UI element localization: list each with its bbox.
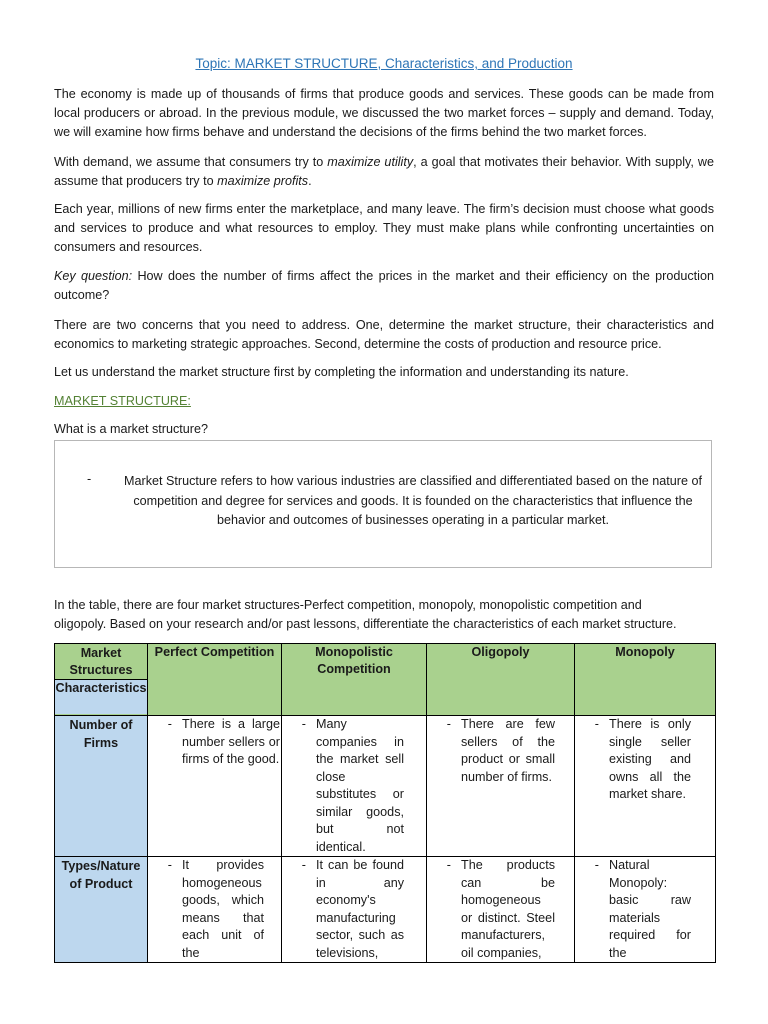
- bullet-dash: -: [594, 717, 599, 731]
- bullet-dash: -: [301, 858, 306, 872]
- cell-text: There are few sellers of the product or small number of firms.: [461, 717, 555, 784]
- bullet-dash: -: [301, 717, 306, 731]
- text-run: .: [308, 174, 312, 188]
- key-question-label: Key question:: [54, 269, 133, 283]
- bullet-dash: -: [167, 858, 172, 872]
- text-run: , a goal that motivates their behavior. With supply, we assume that producers try to: [54, 155, 714, 188]
- table-cell: [148, 716, 282, 857]
- table-cell: [427, 857, 575, 963]
- bullet-dash: -: [446, 717, 451, 731]
- answer-text: Market Structure refers to how various industries are classified and differentiated based on the nature of competition and degree for services and goods. It is founded on the characteristics that influence the behavior and outcomes of businesses operating in a particular market.: [124, 474, 702, 527]
- key-question-paragraph: [54, 267, 714, 305]
- cell-text: It can be found in any economy's manufacturing sector, such as televisions,: [316, 858, 404, 960]
- bullet-dash: -: [594, 858, 599, 872]
- page-title: Topic: MARKET STRUCTURE, Characteristics, and Production: [195, 56, 573, 71]
- column-header-monopoly: Monopoly: [575, 644, 716, 716]
- cell-text: It provides homogeneous goods, which means that each unit of the: [182, 858, 264, 960]
- question-text: What is a market structure?: [54, 422, 208, 436]
- firms-paragraph: Each year, millions of new firms enter the marketplace, and many leave. The firm’s decision must choose what goods and services to produce and what resources to employ. They must make plans while confronting uncertainties on consumers and resources.: [54, 202, 714, 254]
- cell-text: Many companies in the market sell close substitutes or similar goods, but not identical.: [316, 717, 404, 854]
- cell-text: Natural Monopoly: basic raw materials required for the: [609, 858, 691, 960]
- table-cell: [282, 716, 427, 857]
- table-corner-cell: [55, 644, 148, 716]
- table-intro-paragraph: In the table, there are four market structures-Perfect competition, monopoly, monopolistic competition and oligopoly. Based on your research and/or past lessons, differentiate the characteristics of each market structure.: [54, 598, 677, 631]
- table-cell: [427, 716, 575, 857]
- cell-text: The products can be homogeneous or distinct. Steel manufacturers, oil companies,: [461, 858, 555, 960]
- column-header-perfect-competition: Perfect Competition: [148, 644, 282, 716]
- table-cell: [148, 857, 282, 963]
- column-header-monopolistic-competition: Monopolistic Competition: [282, 644, 427, 716]
- table-cell: [575, 857, 716, 963]
- table-cell: [575, 716, 716, 857]
- row-header-types-nature-of-product: Types/Nature of Product: [55, 857, 148, 963]
- answer-box[interactable]: [54, 440, 712, 568]
- section-heading-market-structure: MARKET STRUCTURE:: [54, 394, 191, 408]
- key-question-text: How does the number of firms affect the prices in the market and their efficiency on the production outcome?: [54, 269, 714, 302]
- corner-market-structures: Market Structures: [69, 646, 133, 677]
- cell-text: There is only single seller existing and owns all the market share.: [609, 717, 691, 801]
- column-header-oligopoly: Oligopoly: [427, 644, 575, 716]
- table-row: [55, 857, 716, 963]
- bullet-dash: -: [87, 472, 92, 486]
- emphasis-maximize-utility: maximize utility: [327, 155, 414, 169]
- table-row: [55, 716, 716, 857]
- cell-text: There is a large number sellers or firms of the good.: [182, 717, 280, 766]
- bullet-dash: -: [446, 858, 451, 872]
- understand-paragraph: Let us understand the market structure first by completing the information and understanding its nature.: [54, 365, 629, 379]
- bullet-dash: -: [167, 717, 172, 731]
- corner-characteristics: Characteristics: [55, 679, 147, 714]
- emphasis-maximize-profits: maximize profits: [217, 174, 309, 188]
- market-structure-table: [54, 643, 716, 963]
- intro-paragraph: The economy is made up of thousands of firms that produce goods and services. These goods can be made from local producers or abroad. In the previous module, we discussed the two market forces – supply and demand. Today, we will examine how firms behave and understand the decisions of the firms behind the two market forces.: [54, 87, 714, 139]
- table-cell: [282, 857, 427, 963]
- demand-supply-paragraph: [54, 153, 714, 191]
- row-header-number-of-firms: Number of Firms: [55, 716, 148, 857]
- text-run: With demand, we assume that consumers try to: [54, 155, 328, 169]
- concerns-paragraph: There are two concerns that you need to address. One, determine the market structure, their characteristics and economics to marketing strategic approaches. Second, determine the costs of production and resource price.: [54, 318, 714, 351]
